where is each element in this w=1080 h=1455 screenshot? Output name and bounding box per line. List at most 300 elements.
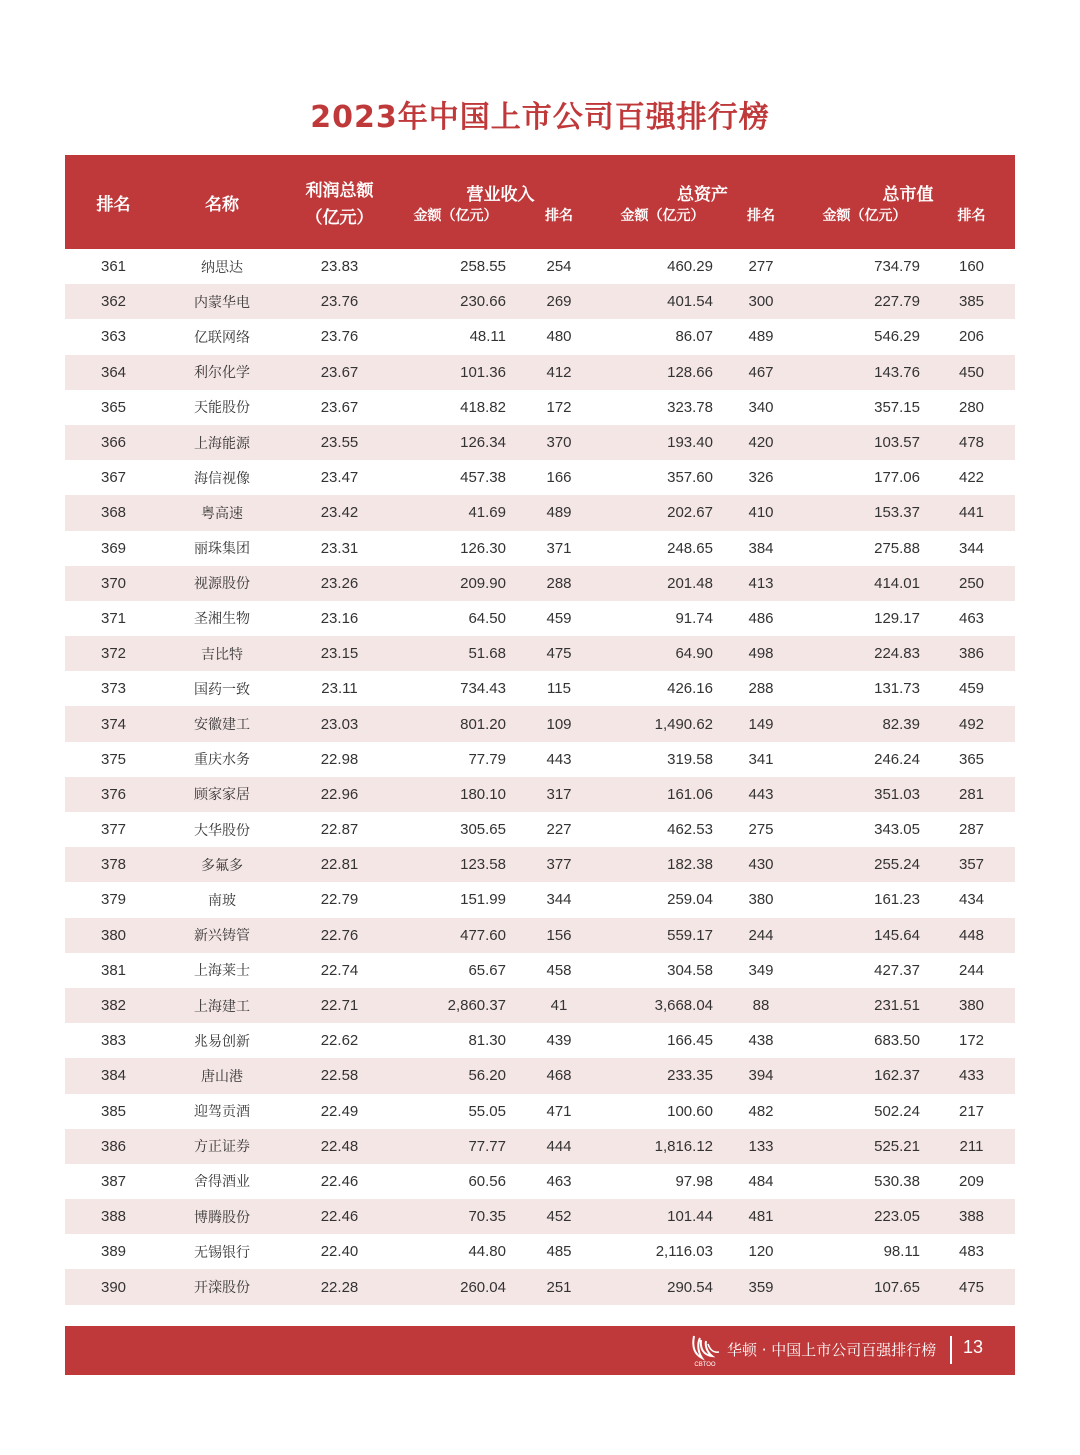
table-row [65,1129,1015,1164]
cell-assets-rank: 486 [748,609,774,627]
cell-profit: 23.42 [282,495,397,530]
cell-market-value: 98.11 [883,1243,920,1261]
cell-revenue: 418.82 [460,398,506,416]
cell-profit: 22.40 [320,1243,359,1261]
cell-revenue-rank: 251 [514,1269,604,1304]
cell-revenue: 48.11 [469,328,506,346]
cell-name: 重庆水务 [194,752,250,769]
cell-revenue: 457.38 [460,469,506,487]
cell-revenue: 65.67 [468,961,506,979]
cell-name: 吉比特 [162,636,282,671]
cell-assets: 3,668.04 [604,988,721,1023]
cell-rank: 374 [65,706,162,741]
cell-assets-rank: 489 [748,328,774,346]
cell-profit: 23.11 [321,680,358,698]
cell-revenue: 209.90 [397,566,514,601]
cell-assets-rank: 413 [721,566,801,601]
cell-market-value: 223.05 [801,1199,928,1234]
cell-assets-rank: 467 [721,355,801,390]
cell-rank: 368 [65,495,162,530]
cell-rank: 385 [100,1102,127,1120]
cell-market-value-rank: 386 [928,636,1015,671]
cell-assets-rank: 430 [721,847,801,882]
cell-market-value: 231.51 [801,988,928,1023]
cell-market-value-rank: 388 [928,1199,1015,1234]
header-revenue-rank: 排名 [514,205,604,249]
cell-revenue-rank: 452 [514,1199,604,1234]
cell-assets-rank: 88 [721,988,801,1023]
cell-market-value-rank: 492 [928,706,1015,741]
cell-revenue-rank: 269 [514,284,604,319]
cell-assets-rank: 326 [748,469,774,487]
cell-assets: 2,116.03 [655,1243,713,1261]
table-row [65,460,1015,495]
cell-rank: 369 [100,539,127,557]
table-row [65,284,1015,319]
cell-profit: 22.98 [320,750,359,768]
cell-rank: 366 [65,425,162,460]
cell-rank: 388 [65,1199,162,1234]
cell-revenue-rank: 317 [514,777,604,812]
cell-market-value: 153.37 [801,495,928,530]
cell-assets-rank: 484 [748,1172,774,1190]
cell-profit: 23.15 [282,636,397,671]
cell-profit: 22.48 [282,1129,397,1164]
table-row [65,812,1015,847]
cell-revenue-rank: 458 [546,961,572,979]
cell-assets-rank: 244 [721,918,801,953]
cell-market-value-rank: 483 [958,1243,985,1261]
cell-assets-rank: 300 [721,284,801,319]
cell-assets-rank: 275 [748,821,774,839]
cell-name: 上海能源 [162,425,282,460]
cell-revenue: 77.77 [397,1129,514,1164]
cell-market-value: 145.64 [801,918,928,953]
cell-assets: 86.07 [675,328,713,346]
cell-profit: 23.47 [320,469,359,487]
header-profit [282,155,397,249]
cell-market-value: 414.01 [801,566,928,601]
cell-profit: 22.96 [282,777,397,812]
cell-revenue-rank: 480 [546,328,572,346]
table-header [65,155,1015,249]
cell-market-value-rank: 365 [958,750,985,768]
cell-revenue: 101.36 [397,355,514,390]
cell-assets: 100.60 [667,1102,713,1120]
cbtoo-logo-icon [688,1332,722,1368]
cell-revenue: 477.60 [397,918,514,953]
cell-revenue: 81.30 [468,1032,506,1050]
cell-revenue: 801.20 [397,706,514,741]
cell-assets: 426.16 [667,680,713,698]
cell-market-value: 427.37 [874,961,920,979]
table-row [65,425,1015,460]
cell-market-value-rank: 281 [928,777,1015,812]
cell-market-value-rank: 459 [958,680,985,698]
cell-name: 舍得酒业 [194,1174,250,1191]
cell-rank: 367 [100,469,127,487]
cell-revenue-rank: 463 [546,1172,572,1190]
cell-rank: 378 [65,847,162,882]
cell-assets: 201.48 [604,566,721,601]
cell-assets-rank: 410 [721,495,801,530]
cell-market-value-rank: 463 [958,609,985,627]
cell-assets: 462.53 [667,821,713,839]
cell-market-value-rank: 433 [928,1058,1015,1093]
cell-market-value-rank: 422 [958,469,985,487]
cell-rank: 377 [100,821,127,839]
cell-revenue: 305.65 [460,821,506,839]
cell-assets-rank: 340 [748,398,774,416]
table-row [65,953,1015,988]
cell-market-value: 246.24 [874,750,920,768]
table-row [65,882,1015,917]
cell-profit: 23.26 [282,566,397,601]
cell-market-value: 82.39 [801,706,928,741]
table-row [65,1234,1015,1269]
cell-market-value-rank: 344 [958,539,985,557]
header-revenue-amount: 金额（亿元） [397,205,514,249]
cell-market-value-rank: 478 [928,425,1015,460]
cell-market-value: 343.05 [874,821,920,839]
table-row [65,495,1015,530]
page-title: 2023年中国上市公司百强排行榜 [310,100,770,135]
cell-market-value-rank: 380 [928,988,1015,1023]
cell-profit: 23.67 [320,398,359,416]
cell-profit: 23.31 [320,539,359,557]
cell-name: 上海建工 [162,988,282,1023]
cell-profit: 22.46 [320,1172,359,1190]
cell-assets-rank: 384 [748,539,774,557]
cell-name: 唐山港 [162,1058,282,1093]
cell-name: 海信视像 [194,470,250,487]
table-row [65,918,1015,953]
cell-assets-rank: 349 [748,961,774,979]
cell-market-value: 530.38 [874,1172,920,1190]
table-row [65,1269,1015,1304]
header-profit-line1: 利润总额 [305,181,374,201]
cell-profit: 22.58 [282,1058,397,1093]
cell-market-value: 546.29 [874,328,920,346]
cell-name: 国药一致 [194,681,250,698]
cell-assets-rank: 498 [721,636,801,671]
cell-market-value-rank: 172 [958,1032,985,1050]
cell-rank: 363 [100,328,127,346]
cell-rank: 386 [65,1129,162,1164]
cell-market-value-rank: 160 [958,258,985,276]
cell-revenue-rank: 288 [514,566,604,601]
cell-revenue: 41.69 [397,495,514,530]
cell-revenue-rank: 468 [514,1058,604,1093]
cell-revenue: 2,860.37 [397,988,514,1023]
cell-assets-rank: 420 [721,425,801,460]
cell-revenue: 180.10 [397,777,514,812]
cell-revenue: 151.99 [460,891,506,909]
cell-assets-rank: 482 [748,1102,774,1120]
cell-profit: 23.16 [320,609,359,627]
cell-revenue: 126.34 [397,425,514,460]
table-row [65,777,1015,812]
cell-market-value: 683.50 [874,1032,920,1050]
cell-profit: 23.83 [320,258,359,276]
cell-revenue-rank: 370 [514,425,604,460]
cell-rank: 370 [65,566,162,601]
cell-revenue: 64.50 [468,609,506,627]
cell-revenue-rank: 41 [514,988,604,1023]
table-row [65,531,1015,566]
cell-rank: 361 [100,258,127,276]
cell-name: 上海莱士 [194,963,250,980]
cell-revenue-rank: 172 [546,398,572,416]
cell-rank: 364 [65,355,162,390]
cell-market-value: 224.83 [801,636,928,671]
cell-name: 新兴铸管 [162,918,282,953]
cell-profit: 22.71 [282,988,397,1023]
cell-name: 顾家家居 [162,777,282,812]
cell-market-value: 177.06 [874,469,920,487]
cell-assets: 401.54 [604,284,721,319]
cell-revenue: 260.04 [397,1269,514,1304]
cell-profit: 23.76 [320,328,359,346]
cell-market-value-rank: 448 [928,918,1015,953]
cell-rank: 376 [65,777,162,812]
cell-assets: 460.29 [667,258,713,276]
footer-brand: 华顿 · 中国上市公司百强排行榜 [727,1341,937,1359]
page-number: 13 [963,1337,984,1357]
cell-name: 天能股份 [194,400,250,417]
cell-name: 丽珠集团 [194,541,250,558]
cell-rank: 382 [65,988,162,1023]
cell-name: 迎驾贡酒 [194,1104,250,1121]
cell-revenue-rank: 444 [514,1129,604,1164]
cell-name: 开滦股份 [162,1269,282,1304]
ranking-table [65,155,1015,1305]
cell-revenue-rank: 475 [514,636,604,671]
cell-rank: 390 [65,1269,162,1304]
cell-profit: 22.28 [282,1269,397,1304]
cell-rank: 379 [100,891,127,909]
cell-revenue: 70.35 [397,1199,514,1234]
cell-assets: 304.58 [667,961,713,979]
cell-assets-rank: 341 [748,750,774,768]
cell-revenue-rank: 443 [546,750,572,768]
cell-market-value: 143.76 [801,355,928,390]
cell-profit: 22.81 [282,847,397,882]
cell-rank: 380 [65,918,162,953]
cell-market-value-rank: 244 [958,961,985,979]
cell-assets: 357.60 [667,469,713,487]
cell-revenue-rank: 489 [514,495,604,530]
cell-assets: 64.90 [604,636,721,671]
cell-profit: 22.46 [282,1199,397,1234]
cell-assets: 248.65 [667,539,713,557]
header-assets-rank: 排名 [721,205,801,249]
cell-name: 博腾股份 [162,1199,282,1234]
header-mv-rank: 排名 [928,205,1015,249]
cell-name: 亿联网络 [194,329,250,346]
table-row [65,671,1015,706]
cell-revenue: 55.05 [468,1102,506,1120]
table-row [65,1058,1015,1093]
cell-market-value-rank: 209 [958,1172,985,1190]
cell-name: 无锡银行 [194,1244,250,1261]
cell-profit: 23.67 [282,355,397,390]
cell-market-value-rank: 475 [928,1269,1015,1304]
cell-assets: 128.66 [604,355,721,390]
cell-market-value: 351.03 [801,777,928,812]
cell-market-value-rank: 217 [958,1102,985,1120]
table-row [65,742,1015,777]
cell-name: 方正证券 [162,1129,282,1164]
cell-assets-rank: 277 [748,258,774,276]
header-revenue: 营业收入 [397,155,604,205]
cell-market-value: 734.79 [874,258,920,276]
cell-market-value: 107.65 [801,1269,928,1304]
header-assets-amount: 金额（亿元） [604,205,721,249]
cell-assets-rank: 120 [748,1243,774,1261]
cell-revenue: 734.43 [460,680,506,698]
cell-rank: 372 [65,636,162,671]
cell-name: 内蒙华电 [162,284,282,319]
cell-market-value-rank: 287 [958,821,985,839]
table-row [65,706,1015,741]
cell-name: 利尔化学 [162,355,282,390]
cell-profit: 23.76 [282,284,397,319]
cell-profit: 22.76 [282,918,397,953]
cell-revenue: 44.80 [468,1243,506,1261]
header-market-value: 总市值 [801,155,1015,205]
cell-rank: 373 [100,680,127,698]
cell-revenue-rank: 459 [546,609,572,627]
cell-revenue: 258.55 [460,258,506,276]
cell-market-value-rank: 441 [928,495,1015,530]
cell-market-value-rank: 385 [928,284,1015,319]
cell-assets: 161.06 [604,777,721,812]
cell-assets: 259.04 [667,891,713,909]
cell-market-value-rank: 250 [928,566,1015,601]
cell-rank: 389 [100,1243,127,1261]
cell-profit: 22.79 [320,891,359,909]
cell-market-value-rank: 450 [928,355,1015,390]
cell-assets-rank: 380 [748,891,774,909]
cell-assets: 91.74 [675,609,713,627]
cell-revenue-rank: 166 [546,469,572,487]
cell-assets: 182.38 [604,847,721,882]
table-row [65,1094,1015,1129]
cell-market-value-rank: 211 [928,1129,1015,1164]
cell-assets: 101.44 [604,1199,721,1234]
cell-assets-rank: 359 [721,1269,801,1304]
cell-name: 多氟多 [162,847,282,882]
cell-assets-rank: 288 [748,680,774,698]
cell-name: 纳思达 [201,259,243,276]
cell-revenue: 230.66 [397,284,514,319]
cell-assets: 233.35 [604,1058,721,1093]
cell-market-value: 129.17 [874,609,920,627]
page-footer [65,1326,1015,1375]
table-row [65,1023,1015,1058]
cell-assets: 559.17 [604,918,721,953]
cell-revenue-rank: 156 [514,918,604,953]
header-assets: 总资产 [604,155,801,205]
cell-market-value: 131.73 [874,680,920,698]
table-body [65,249,1015,1305]
cell-assets-rank: 443 [721,777,801,812]
header-profit-line2: （亿元） [305,208,374,228]
cell-revenue-rank: 227 [546,821,572,839]
cell-profit: 23.55 [282,425,397,460]
cell-assets: 323.78 [667,398,713,416]
cell-assets: 1,490.62 [604,706,721,741]
cell-rank: 371 [100,609,127,627]
cell-market-value: 227.79 [801,284,928,319]
cell-name: 兆易创新 [194,1033,250,1050]
cell-profit: 22.62 [320,1032,359,1050]
cell-rank: 381 [100,961,127,979]
cell-name: 南玻 [208,892,236,909]
cell-rank: 384 [65,1058,162,1093]
cell-revenue-rank: 344 [546,891,572,909]
cell-assets: 1,816.12 [604,1129,721,1164]
cell-assets: 319.58 [667,750,713,768]
cell-assets: 202.67 [604,495,721,530]
cell-rank: 387 [100,1172,127,1190]
cell-revenue-rank: 439 [546,1032,572,1050]
table-row [65,1199,1015,1234]
cell-market-value-rank: 434 [958,891,985,909]
cell-profit: 22.74 [320,961,359,979]
cell-revenue-rank: 115 [547,680,571,698]
table-row [65,636,1015,671]
cell-market-value: 161.23 [874,891,920,909]
cell-market-value: 502.24 [874,1102,920,1120]
cell-name: 视源股份 [162,566,282,601]
cell-revenue-rank: 412 [514,355,604,390]
cell-assets-rank: 481 [721,1199,801,1234]
table-row [65,355,1015,390]
cell-rank: 375 [100,750,127,768]
cell-name: 大华股份 [194,822,250,839]
cell-profit: 22.49 [320,1102,359,1120]
table-row [65,601,1015,636]
table-row [65,988,1015,1023]
table-row [65,847,1015,882]
cell-assets-rank: 149 [721,706,801,741]
cell-profit: 22.87 [320,821,359,839]
cell-name: 安徽建工 [162,706,282,741]
cell-market-value: 103.57 [801,425,928,460]
cell-assets-rank: 438 [748,1032,774,1050]
header-mv-amount: 金额（亿元） [801,205,928,249]
footer-divider [950,1336,952,1364]
header-rank: 排名 [65,155,162,249]
cell-name: 圣湘生物 [194,611,250,628]
cell-market-value-rank: 206 [958,328,985,346]
cell-revenue: 51.68 [397,636,514,671]
svg-text:CBTOO: CBTOO [694,1362,716,1368]
cell-market-value-rank: 357 [928,847,1015,882]
cell-revenue-rank: 109 [514,706,604,741]
cell-revenue: 56.20 [397,1058,514,1093]
cell-assets: 97.98 [675,1172,713,1190]
cell-rank: 365 [100,398,127,416]
cell-revenue: 77.79 [468,750,506,768]
cell-assets-rank: 133 [721,1129,801,1164]
cell-revenue: 123.58 [397,847,514,882]
table-row [65,319,1015,354]
cell-rank: 383 [100,1032,127,1050]
cell-profit: 23.03 [282,706,397,741]
